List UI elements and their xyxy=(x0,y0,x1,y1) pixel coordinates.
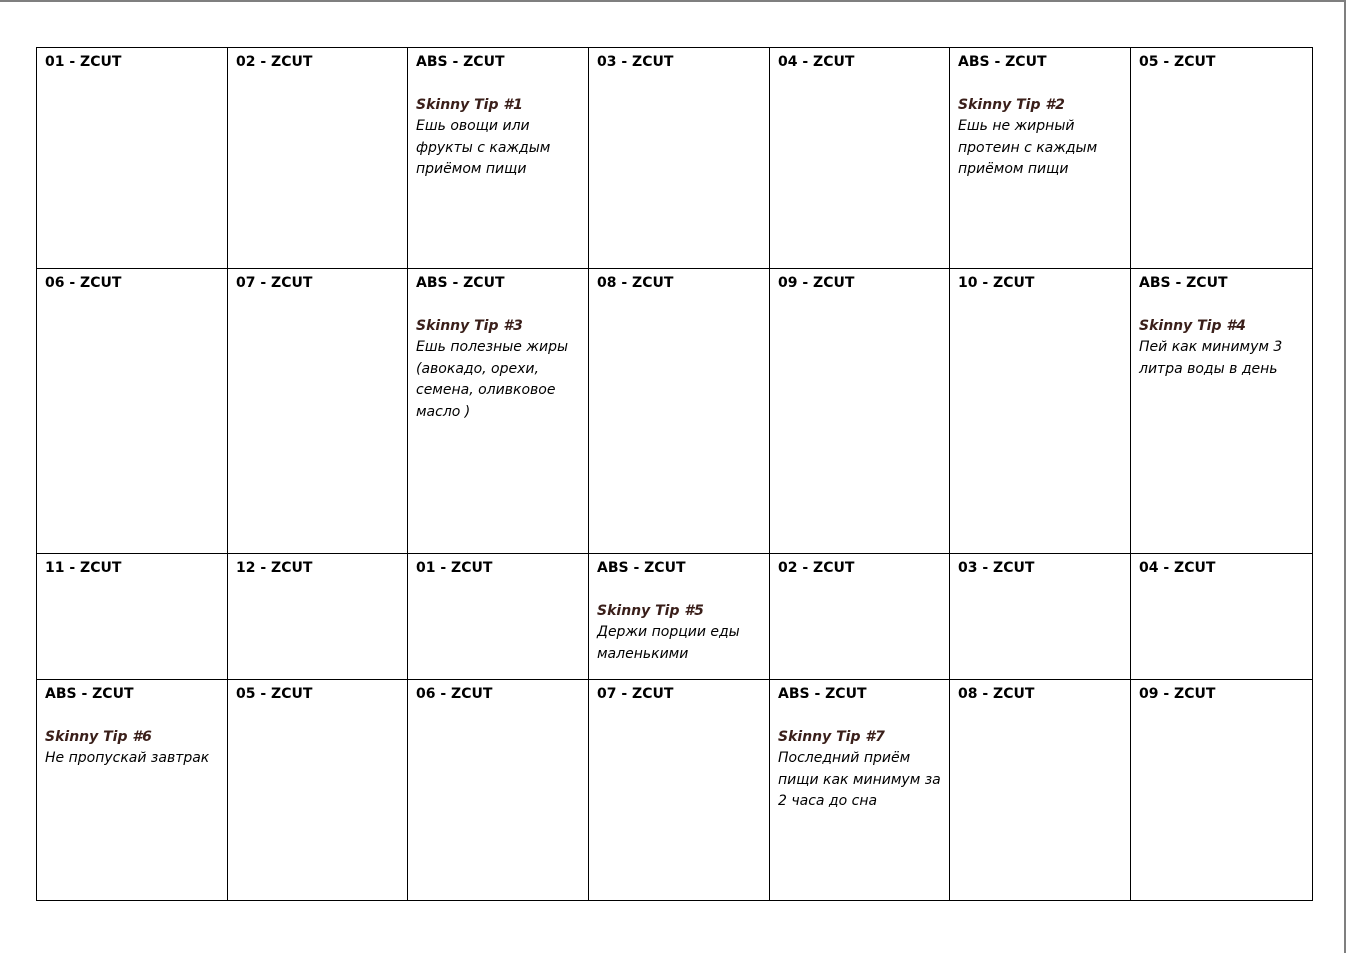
day-label: 09 - ZCUT xyxy=(778,275,855,291)
calendar-cell xyxy=(37,554,228,680)
tip-text: Ешь овощи или фрукты с каждым приёмом пищи xyxy=(416,118,551,177)
tip-title: Skinny Tip #1 xyxy=(416,96,523,113)
day-label: 12 - ZCUT xyxy=(236,560,313,576)
tip-text: Ешь не жирный протеин с каждым приёмом пищи xyxy=(958,118,1098,177)
day-label: 08 - ZCUT xyxy=(597,275,674,291)
calendar-row xyxy=(37,554,1313,680)
day-label: 01 - ZCUT xyxy=(416,560,493,576)
calendar-cell xyxy=(950,48,1131,269)
day-label: 02 - ZCUT xyxy=(236,54,313,70)
day-label: 05 - ZCUT xyxy=(236,686,313,702)
day-label: 11 - ZCUT xyxy=(45,560,122,576)
day-label: 02 - ZCUT xyxy=(778,560,855,576)
calendar-row xyxy=(37,48,1313,269)
calendar-cell xyxy=(770,554,950,680)
tip-title: Skinny Tip #5 xyxy=(597,602,704,619)
calendar-cell xyxy=(37,680,228,901)
calendar-cell xyxy=(770,269,950,554)
calendar-cell xyxy=(408,554,589,680)
day-label: ABS - ZCUT xyxy=(416,275,505,291)
calendar-cell xyxy=(1131,554,1313,680)
calendar-cell xyxy=(589,680,770,901)
calendar-row xyxy=(37,269,1313,554)
day-label: ABS - ZCUT xyxy=(1139,275,1228,291)
day-label: ABS - ZCUT xyxy=(45,686,134,702)
day-label: 06 - ZCUT xyxy=(416,686,493,702)
day-label: 08 - ZCUT xyxy=(958,686,1035,702)
calendar-cell xyxy=(1131,48,1313,269)
calendar-cell xyxy=(228,554,408,680)
tip-text: Держи порции еды маленькими xyxy=(597,624,740,662)
calendar-cell xyxy=(228,269,408,554)
day-label: 03 - ZCUT xyxy=(597,54,674,70)
day-label: 09 - ZCUT xyxy=(1139,686,1216,702)
tip-title: Skinny Tip #4 xyxy=(1139,317,1246,334)
calendar-cell xyxy=(589,48,770,269)
calendar-cell xyxy=(589,269,770,554)
day-label: ABS - ZCUT xyxy=(778,686,867,702)
day-label: 01 - ZCUT xyxy=(45,54,122,70)
calendar-cell xyxy=(1131,269,1313,554)
calendar-cell xyxy=(228,48,408,269)
day-label: ABS - ZCUT xyxy=(597,560,686,576)
calendar-cell xyxy=(950,269,1131,554)
tip-text: Пей как минимум 3 литра воды в день xyxy=(1139,339,1283,377)
day-label: 10 - ZCUT xyxy=(958,275,1035,291)
calendar-cell xyxy=(228,680,408,901)
calendar-cell xyxy=(37,269,228,554)
calendar-cell xyxy=(950,680,1131,901)
tip-title: Skinny Tip #6 xyxy=(45,728,152,745)
calendar-cell xyxy=(950,554,1131,680)
tip-title: Skinny Tip #3 xyxy=(416,317,523,334)
day-label: 03 - ZCUT xyxy=(958,560,1035,576)
calendar-cell xyxy=(589,554,770,680)
calendar-cell xyxy=(770,48,950,269)
calendar-cell xyxy=(408,269,589,554)
calendar-row xyxy=(37,680,1313,901)
calendar-cell xyxy=(770,680,950,901)
day-label: ABS - ZCUT xyxy=(416,54,505,70)
tip-text: Не пропускай завтрак xyxy=(45,750,210,766)
day-label: 05 - ZCUT xyxy=(1139,54,1216,70)
day-label: 04 - ZCUT xyxy=(778,54,855,70)
day-label: 06 - ZCUT xyxy=(45,275,122,291)
day-label: ABS - ZCUT xyxy=(958,54,1047,70)
day-label: 04 - ZCUT xyxy=(1139,560,1216,576)
tip-title: Skinny Tip #7 xyxy=(778,728,885,745)
day-label: 07 - ZCUT xyxy=(236,275,313,291)
day-label: 07 - ZCUT xyxy=(597,686,674,702)
tip-text: Последний приём пищи как минимум за 2 часа до сна xyxy=(778,750,941,809)
calendar-cell xyxy=(408,48,589,269)
workout-calendar-table xyxy=(36,47,1313,901)
tip-title: Skinny Tip #2 xyxy=(958,96,1065,113)
calendar-cell xyxy=(1131,680,1313,901)
calendar-cell xyxy=(408,680,589,901)
tip-text: Ешь полезные жиры (авокадо, орехи, семена, оливковое масло ) xyxy=(416,339,569,420)
calendar-cell xyxy=(37,48,228,269)
